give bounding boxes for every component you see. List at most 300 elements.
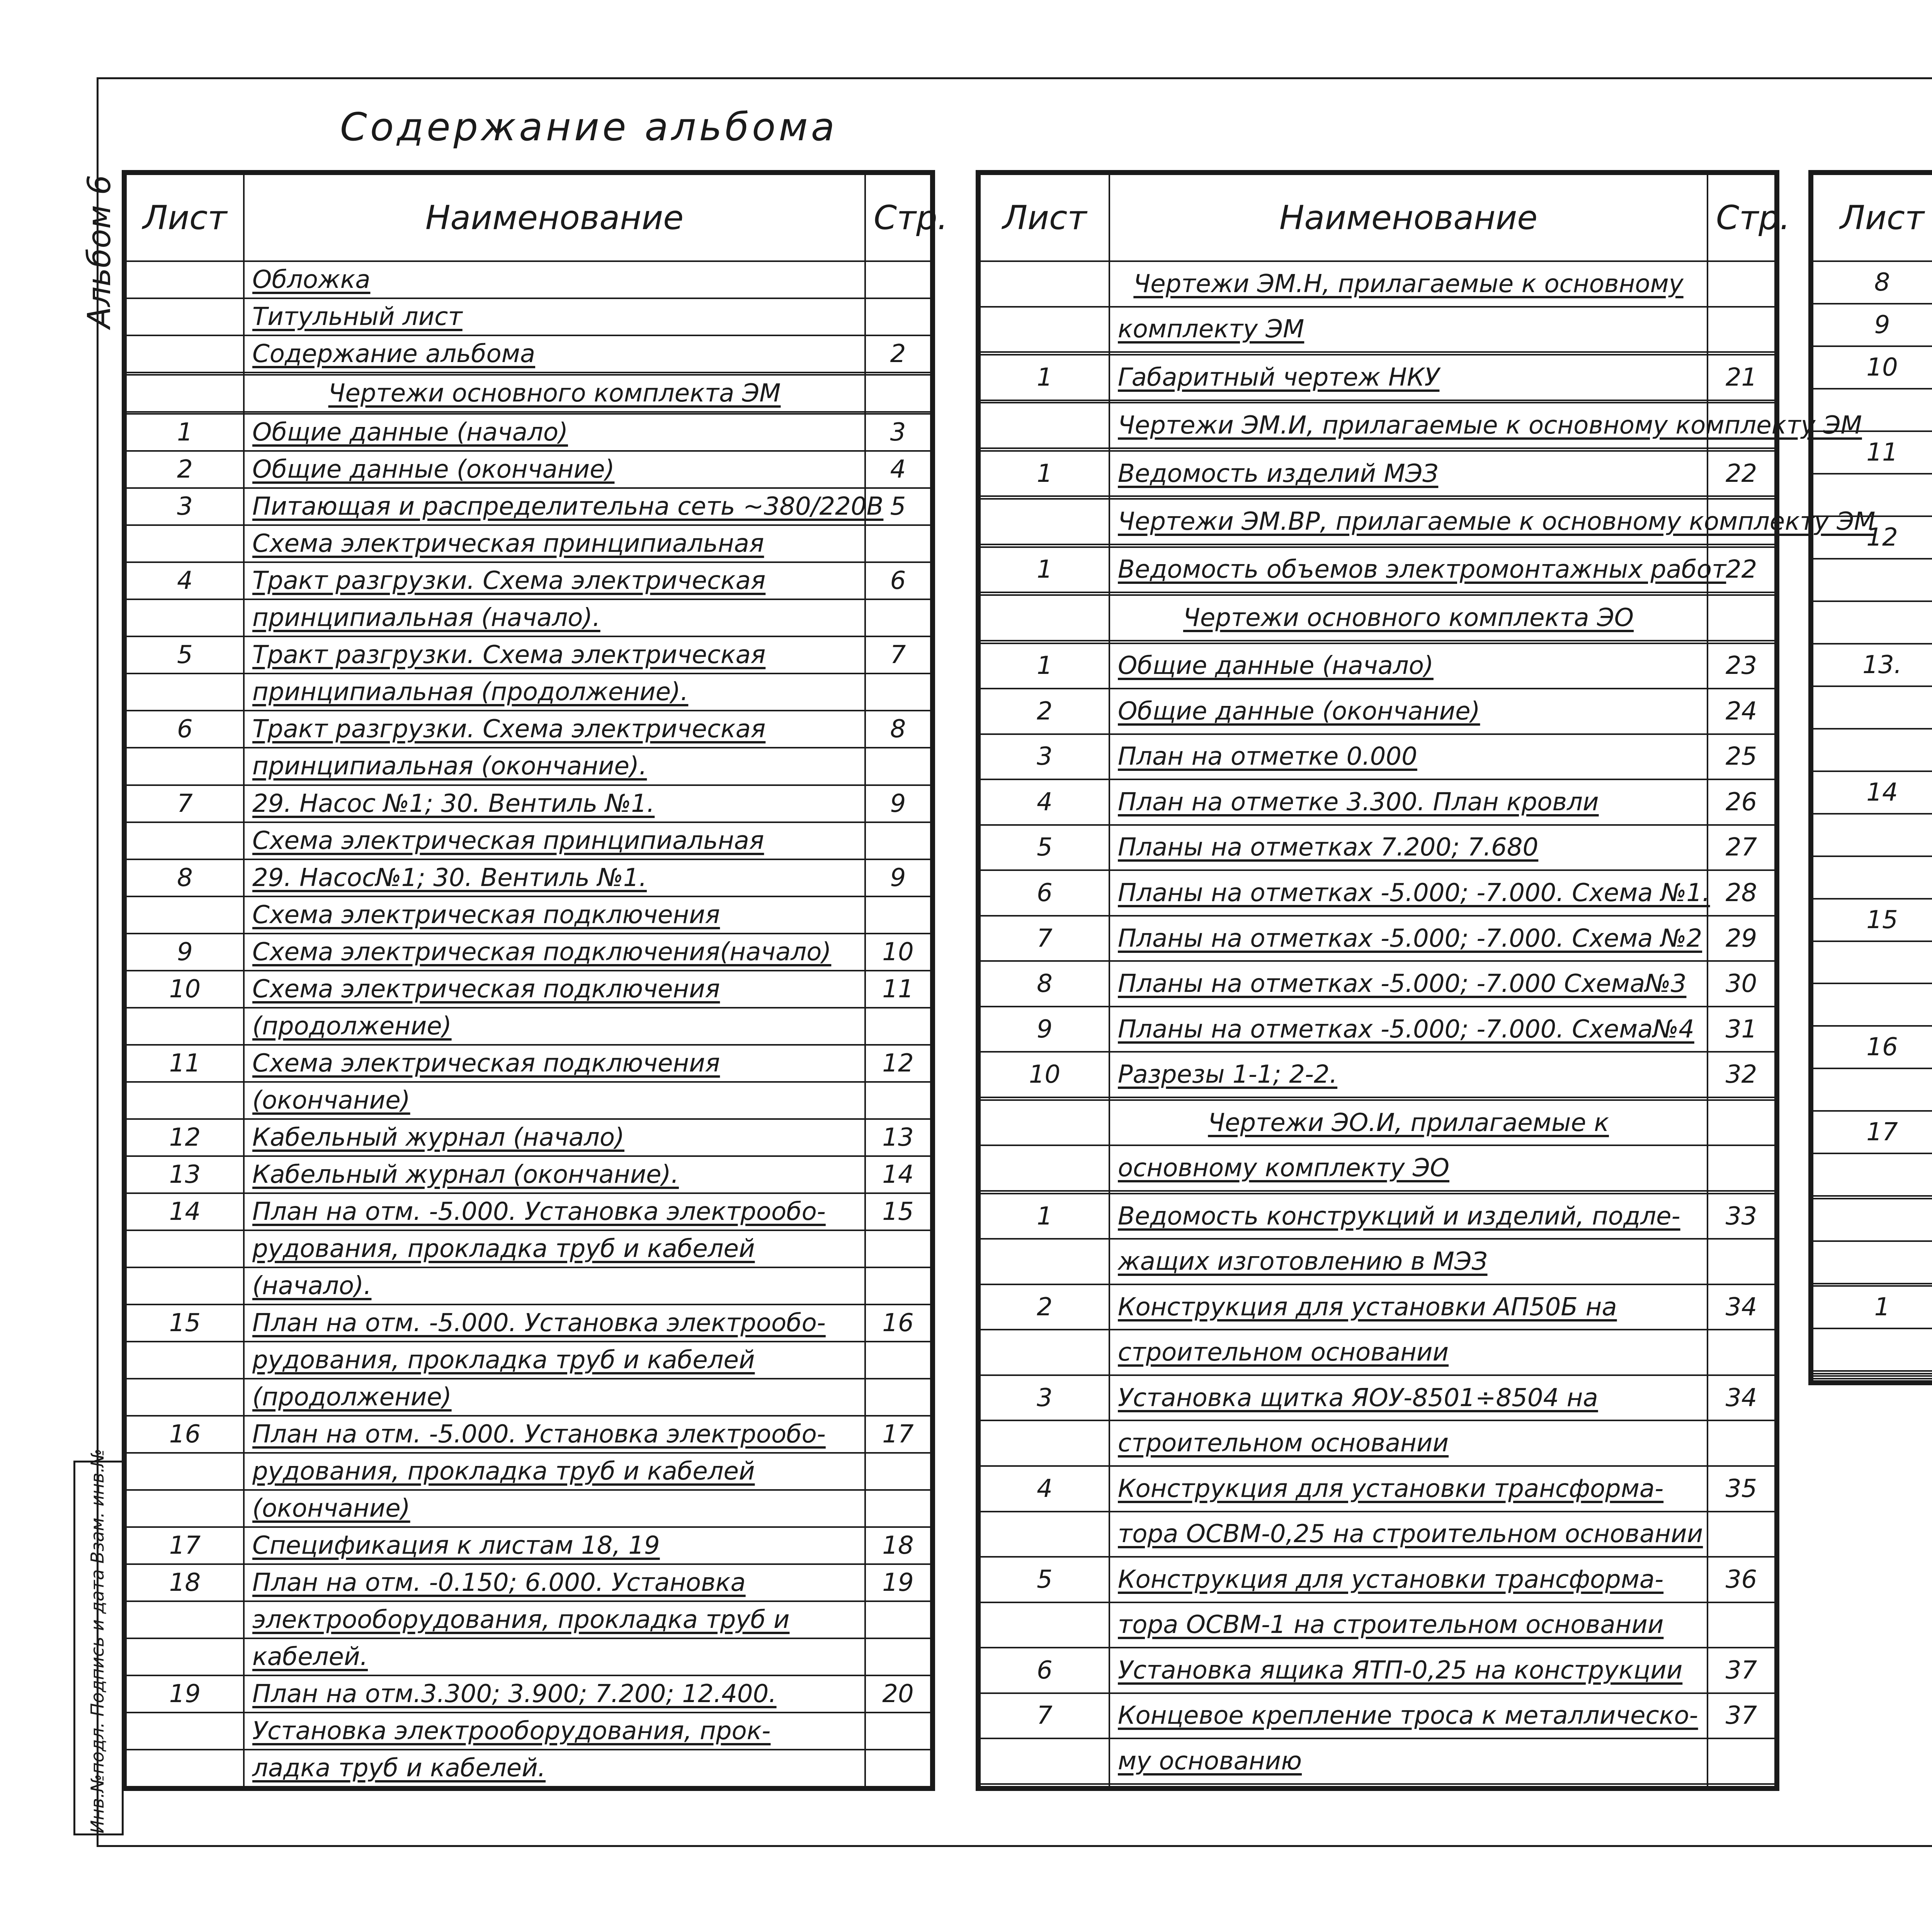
table-row xyxy=(980,1557,1775,1602)
item-name-cell: Планы на отметках -5.000; -7.000. Схема№4 xyxy=(1109,1007,1708,1052)
page-number-cell: 23 xyxy=(1708,643,1775,689)
item-name-cell: (продолжение) xyxy=(244,1379,865,1416)
item-name-cell: Разрезы 1-1; 2-2. xyxy=(1109,1052,1708,1097)
table-row xyxy=(980,1330,1775,1375)
sheet-number-cell xyxy=(980,641,1109,643)
table-row xyxy=(126,1267,931,1304)
table-row xyxy=(1813,304,1932,346)
item-name-cell: Общие данные (окончание) xyxy=(244,451,865,488)
page-number-cell: 16 xyxy=(865,1304,931,1342)
table-row xyxy=(126,1638,931,1675)
item-name-cell: принципиальная (окончание). xyxy=(244,748,865,785)
sheet-number-cell xyxy=(980,1239,1109,1284)
page-number-cell xyxy=(865,748,931,785)
sheet-number-cell xyxy=(1813,1199,1932,1241)
table-row xyxy=(126,599,931,636)
item-name-cell: Ведомость объемов электромонтажных работ xyxy=(1109,547,1708,593)
header-page: Стр. xyxy=(865,174,931,261)
item-name-cell: кабелей. xyxy=(244,1638,865,1675)
table-row xyxy=(1813,601,1932,644)
page-number-cell: 11 xyxy=(865,971,931,1008)
table-row xyxy=(1813,983,1932,1026)
page-number-cell xyxy=(1708,261,1775,307)
sheet-number-cell: 17 xyxy=(1813,1111,1932,1153)
item-name-cell: Планы на отметках -5.000; -7.000 Схема№3 xyxy=(1109,961,1708,1007)
table-row xyxy=(1813,941,1932,984)
table-row xyxy=(1813,346,1932,389)
table-row xyxy=(126,896,931,934)
sheet-number-cell: 11 xyxy=(1813,431,1932,474)
table-row xyxy=(126,673,931,711)
table-row xyxy=(126,859,931,896)
page-number-cell xyxy=(1708,1602,1775,1648)
contents-table-2 xyxy=(976,170,1876,1791)
sheet-number-cell xyxy=(980,403,1109,448)
page-number-cell xyxy=(1708,1420,1775,1466)
table-row xyxy=(980,307,1775,352)
page-number-cell xyxy=(1708,1512,1775,1557)
item-name-cell: Спецификация к листам 18, 19 xyxy=(244,1527,865,1564)
page-number-cell: 19 xyxy=(865,1564,931,1601)
item-name-cell: Схема электрическая принципиальная xyxy=(244,525,865,562)
page-number-cell xyxy=(865,261,931,298)
table-row xyxy=(126,525,931,562)
item-name-cell: строительном основании xyxy=(1109,1330,1708,1375)
page-number-cell xyxy=(1708,1738,1775,1784)
table-row xyxy=(126,1490,931,1527)
header-page: Стр. xyxy=(1708,174,1775,261)
sheet-number-cell xyxy=(980,1097,1109,1100)
item-name-cell: Чертежи ЭМ.Н, прилагаемые к основному xyxy=(1109,261,1708,307)
item-name-cell: (продолжение) xyxy=(244,1008,865,1045)
table-row xyxy=(126,1527,931,1564)
page-number-cell: 34 xyxy=(1708,1375,1775,1421)
page-number-cell xyxy=(865,1379,931,1416)
sheet-number-cell xyxy=(980,1602,1109,1648)
sheet-number-cell xyxy=(1813,1068,1932,1111)
sheet-number-cell: 1 xyxy=(980,355,1109,400)
table-row xyxy=(1813,899,1932,941)
table-row xyxy=(126,1342,931,1379)
page-number-cell: 26 xyxy=(1708,779,1775,825)
table-row xyxy=(980,592,1775,595)
table-row xyxy=(1813,559,1932,601)
sheet-number-cell: 15 xyxy=(1813,899,1932,941)
sheet-number-cell: 2 xyxy=(980,689,1109,734)
sheet-number-cell xyxy=(980,1512,1109,1557)
page-number-cell xyxy=(1708,352,1775,355)
table-row xyxy=(126,1379,931,1416)
item-name-cell: Чертежи основного комплекта ЭО xyxy=(1109,595,1708,641)
page-number-cell: 14 xyxy=(865,1156,931,1193)
item-name-cell: Конструкция для установки трансформа- xyxy=(1109,1557,1708,1602)
sheet-number-cell xyxy=(1813,941,1932,984)
page-number-cell xyxy=(1708,595,1775,641)
sheet-number-cell xyxy=(1813,856,1932,899)
sheet-number-cell: 3 xyxy=(980,1375,1109,1421)
table-row xyxy=(980,448,1775,451)
sheet-number-cell: 7 xyxy=(980,1693,1109,1739)
table-row xyxy=(126,711,931,748)
item-name-cell xyxy=(1109,544,1708,547)
sheet-number-cell xyxy=(126,822,244,859)
item-name-cell: Чертежи ЭМ.И, прилагаемые к основному комплекту ЭМ xyxy=(1109,403,1708,448)
page-number-cell xyxy=(865,1638,931,1675)
table-row xyxy=(980,734,1775,780)
table-row xyxy=(980,1145,1775,1191)
page-number-cell: 37 xyxy=(1708,1648,1775,1693)
sheet-number-cell: 1 xyxy=(980,1194,1109,1239)
sheet-number-cell: 1 xyxy=(980,451,1109,497)
table-row xyxy=(980,689,1775,734)
page-number-cell xyxy=(1708,1239,1775,1284)
sheet-number-cell xyxy=(980,1330,1109,1375)
table-row xyxy=(980,403,1775,448)
sheet-number-cell xyxy=(126,748,244,785)
sheet-number-cell: 2 xyxy=(126,451,244,488)
table-row xyxy=(126,822,931,859)
page-number-cell: 3 xyxy=(865,414,931,451)
table-row xyxy=(980,1648,1775,1693)
sheet-number-cell xyxy=(980,1191,1109,1194)
table-row xyxy=(126,1156,931,1193)
table-row xyxy=(126,335,931,372)
item-name-cell: комплекту ЭМ xyxy=(1109,307,1708,352)
sheet-number-cell xyxy=(980,544,1109,547)
table-row xyxy=(980,961,1775,1007)
stamp-side-label: Инв.№подл. Подпись и дата Взам. инв.№ xyxy=(87,1448,108,1833)
item-name-cell: тора ОСВМ-0,25 на строительном основании xyxy=(1109,1512,1708,1557)
page-number-cell: 22 xyxy=(1708,547,1775,593)
table-row xyxy=(1813,474,1932,516)
sheet-number-cell xyxy=(126,599,244,636)
sheet-number-cell xyxy=(980,261,1109,307)
page-number-cell xyxy=(1708,1330,1775,1375)
sheet-number-cell: 13 xyxy=(126,1156,244,1193)
table-row xyxy=(1813,644,1932,686)
table-row xyxy=(980,355,1775,400)
item-name-cell xyxy=(1109,352,1708,355)
table-row xyxy=(1813,1199,1932,1241)
page-number-cell: 35 xyxy=(1708,1466,1775,1512)
sheet-number-cell xyxy=(126,1379,244,1416)
sheet-number-cell xyxy=(1813,983,1932,1026)
sheet-number-cell xyxy=(126,261,244,298)
item-name-cell: Конструкция для установки АП50Б на xyxy=(1109,1284,1708,1330)
page-number-cell xyxy=(1708,592,1775,595)
page-number-cell: 29 xyxy=(1708,916,1775,961)
table-row xyxy=(126,1416,931,1453)
sheet-number-cell: 6 xyxy=(980,1648,1109,1693)
table-row xyxy=(126,1008,931,1045)
sheet-number-cell: 8 xyxy=(1813,261,1932,304)
sheet-number-cell: 3 xyxy=(980,734,1109,780)
page-number-cell: 32 xyxy=(1708,1052,1775,1097)
item-name-cell xyxy=(1109,1097,1708,1100)
table-row xyxy=(126,971,931,1008)
item-name-cell: рудования, прокладка труб и кабелей xyxy=(244,1230,865,1267)
sheet-number-cell xyxy=(126,375,244,412)
table-row xyxy=(126,1601,931,1638)
table-row xyxy=(980,1738,1775,1784)
sheet-number-cell xyxy=(980,499,1109,544)
item-name-cell: Общие данные (начало) xyxy=(1109,643,1708,689)
table-row xyxy=(126,785,931,822)
item-name-cell: принципиальная (начало). xyxy=(244,599,865,636)
table-row xyxy=(1813,1111,1932,1153)
item-name-cell: (начало). xyxy=(244,1267,865,1304)
item-name-cell: рудования, прокладка труб и кабелей xyxy=(244,1342,865,1379)
sheet-number-cell xyxy=(126,1230,244,1267)
sheet-number-cell: 17 xyxy=(126,1527,244,1564)
table-row xyxy=(980,547,1775,593)
item-name-cell: Планы на отметках -5.000; -7.000. Схема №2 xyxy=(1109,916,1708,961)
page-number-cell xyxy=(865,298,931,335)
item-name-cell: План на отметке 0.000 xyxy=(1109,734,1708,780)
item-name-cell xyxy=(1109,400,1708,403)
sheet-number-cell: 1 xyxy=(126,414,244,451)
sheet-number-cell: 1 xyxy=(980,643,1109,689)
page-number-cell: 36 xyxy=(1708,1557,1775,1602)
page-number-cell: 15 xyxy=(865,1193,931,1230)
sheet-number-cell xyxy=(1813,814,1932,856)
page-number-cell: 28 xyxy=(1708,870,1775,916)
sheet-number-cell xyxy=(126,1082,244,1119)
page-title: Содержание альбома xyxy=(340,104,838,150)
page-number-cell: 2 xyxy=(865,335,931,372)
table-row xyxy=(980,1239,1775,1284)
item-name-cell: Тракт разгрузки. Схема электрическая xyxy=(244,562,865,599)
item-name-cell: 29. Насос№1; 30. Вентиль №1. xyxy=(244,859,865,896)
sheet-number-cell: 13. xyxy=(1813,644,1932,686)
item-name-cell: Схема электрическая подключения xyxy=(244,896,865,934)
item-name-cell: Чертежи ЭО.И, прилагаемые к xyxy=(1109,1100,1708,1146)
page-number-cell: 20 xyxy=(865,1675,931,1713)
table-row xyxy=(980,400,1775,403)
item-name-cell: Ведомость изделий МЭЗ xyxy=(1109,451,1708,497)
table-row xyxy=(980,1420,1775,1466)
item-name-cell: принципиальная (продолжение). xyxy=(244,673,865,711)
table-row xyxy=(980,1052,1775,1097)
sheet-number-cell xyxy=(980,1145,1109,1191)
item-name-cell: му основанию xyxy=(1109,1738,1708,1784)
page-number-cell: 6 xyxy=(865,562,931,599)
table-row xyxy=(1813,856,1932,899)
sheet-number-cell xyxy=(980,448,1109,451)
table-row xyxy=(1813,729,1932,771)
item-name-cell: 29. Насос №1; 30. Вентиль №1. xyxy=(244,785,865,822)
item-name-cell: Общие данные (начало) xyxy=(244,414,865,451)
table-row xyxy=(980,1375,1775,1421)
table-row xyxy=(980,352,1775,355)
page-number-cell: 7 xyxy=(865,636,931,673)
sheet-number-cell: 12 xyxy=(1813,516,1932,559)
table-row xyxy=(126,451,931,488)
sheet-number-cell: 14 xyxy=(1813,771,1932,814)
page-number-cell: 22 xyxy=(1708,451,1775,497)
item-name-cell: Установка щитка ЯОУ-8501÷8504 на xyxy=(1109,1375,1708,1421)
item-name-cell: Питающая и распределительна сеть ~380/220В xyxy=(244,488,865,525)
page-number-cell xyxy=(1708,1784,1775,1787)
table-row xyxy=(126,1119,931,1156)
page-number-cell xyxy=(1708,641,1775,643)
sheet-number-cell: 7 xyxy=(126,785,244,822)
table-body xyxy=(126,261,931,1787)
page-number-cell: 5 xyxy=(865,488,931,525)
stamp-side-strip xyxy=(73,1448,124,1835)
table-row xyxy=(1813,1379,1932,1381)
page-number-cell xyxy=(865,1453,931,1490)
table-row xyxy=(1813,261,1932,304)
table-row xyxy=(980,451,1775,497)
sheet-number-cell xyxy=(126,1267,244,1304)
item-name-cell: Кабельный журнал (начало) xyxy=(244,1119,865,1156)
table-row xyxy=(126,375,931,412)
table-row xyxy=(980,1512,1775,1557)
item-name-cell: Схема электрическая принципиальная xyxy=(244,822,865,859)
table-row xyxy=(126,562,931,599)
table-row xyxy=(1813,1286,1932,1328)
page-number-cell xyxy=(1708,1191,1775,1194)
sheet-number-cell: 9 xyxy=(126,934,244,971)
item-name-cell: рудования, прокладка труб и кабелей xyxy=(244,1453,865,1490)
item-name-cell xyxy=(1109,641,1708,643)
sheet-number-cell: 4 xyxy=(980,1466,1109,1512)
page-number-cell: 18 xyxy=(865,1527,931,1564)
table-row xyxy=(1813,1026,1932,1068)
table-row xyxy=(980,643,1775,689)
page-number-cell: 17 xyxy=(865,1416,931,1453)
item-name-cell: Установка электрооборудования, прок- xyxy=(244,1713,865,1750)
table-row xyxy=(126,1750,931,1787)
header-name: Наименование xyxy=(1109,174,1708,261)
item-name-cell: строительном основании xyxy=(1109,1420,1708,1466)
sheet-number-cell: 11 xyxy=(126,1045,244,1082)
item-name-cell: (окончание) xyxy=(244,1490,865,1527)
table-row xyxy=(980,544,1775,547)
sheet-number-cell xyxy=(980,1738,1109,1784)
item-name-cell: План на отм.3.300; 3.900; 7.200; 12.400. xyxy=(244,1675,865,1713)
page-number-cell xyxy=(865,1750,931,1787)
table-row xyxy=(1813,389,1932,431)
page-number-cell xyxy=(1708,544,1775,547)
table-row xyxy=(1813,1328,1932,1371)
table-row xyxy=(126,1713,931,1750)
sheet-number-cell xyxy=(980,352,1109,355)
table-row xyxy=(980,1191,1775,1194)
table-row xyxy=(1813,814,1932,856)
table-row xyxy=(980,641,1775,643)
page-number-cell: 8 xyxy=(865,711,931,748)
sheet-number-cell: 8 xyxy=(980,961,1109,1007)
table-row xyxy=(980,1693,1775,1739)
contents-table-3 xyxy=(1808,170,1932,1385)
table-row xyxy=(126,1453,931,1490)
page-number-cell: 13 xyxy=(865,1119,931,1156)
page-number-cell xyxy=(1708,448,1775,451)
item-name-cell: Планы на отметках -5.000; -7.000. Схема №1. xyxy=(1109,870,1708,916)
table-row xyxy=(1813,771,1932,814)
contents-table-1 xyxy=(122,170,948,1791)
sheet-number-cell xyxy=(1813,559,1932,601)
page-number-cell xyxy=(865,1713,931,1750)
sheet-number-cell xyxy=(126,1490,244,1527)
sheet-number-cell: 14 xyxy=(126,1193,244,1230)
item-name-cell xyxy=(1109,448,1708,451)
table-row xyxy=(126,298,931,335)
page-number-cell xyxy=(865,1342,931,1379)
table-row xyxy=(980,1602,1775,1648)
page-number-cell: 30 xyxy=(1708,961,1775,1007)
sheet-number-cell xyxy=(1813,601,1932,644)
table-row xyxy=(980,916,1775,961)
table-row xyxy=(126,1045,931,1082)
sheet-number-cell xyxy=(126,335,244,372)
item-name-cell: Содержание альбома xyxy=(244,335,865,372)
item-name-cell: Титульный лист xyxy=(244,298,865,335)
page-number-cell: 12 xyxy=(865,1045,931,1082)
sheet-number-cell: 12 xyxy=(126,1119,244,1156)
page-number-cell xyxy=(1708,1097,1775,1100)
table-row xyxy=(980,870,1775,916)
table-row xyxy=(126,261,931,298)
item-name-cell: ладка труб и кабелей. xyxy=(244,1750,865,1787)
item-name-cell: Общие данные (окончание) xyxy=(1109,689,1708,734)
sheet-number-cell: 6 xyxy=(126,711,244,748)
item-name-cell: Тракт разгрузки. Схема электрическая xyxy=(244,711,865,748)
page-number-cell: 9 xyxy=(865,785,931,822)
item-name-cell: План на отм. -0.150; 6.000. Установка xyxy=(244,1564,865,1601)
sheet-number-cell xyxy=(126,298,244,335)
table-row xyxy=(126,1230,931,1267)
sheet-number-cell: 16 xyxy=(126,1416,244,1453)
table-row xyxy=(1813,516,1932,559)
sheet-number-cell xyxy=(1813,389,1932,431)
table-body xyxy=(980,261,1876,1787)
table-row xyxy=(126,488,931,525)
item-name-cell: План на отм. -5.000. Установка электрообо- xyxy=(244,1304,865,1342)
sheet-number-cell xyxy=(980,400,1109,403)
sheet-number-cell xyxy=(126,1008,244,1045)
item-name-cell: электрооборудования, прокладка труб и xyxy=(244,1601,865,1638)
page-number-cell xyxy=(1708,1100,1775,1146)
item-name-cell: Конструкция для установки трансформа- xyxy=(1109,1466,1708,1512)
sheet-number-cell: 15 xyxy=(126,1304,244,1342)
item-name-cell: План на отм. -5.000. Установка электрообо- xyxy=(244,1416,865,1453)
sheet-number-cell xyxy=(980,1100,1109,1146)
table-body xyxy=(1813,261,1932,1381)
sheet-number-cell xyxy=(1813,1379,1932,1381)
table-row xyxy=(980,1100,1775,1146)
sheet-number-cell: 4 xyxy=(126,562,244,599)
page-number-cell xyxy=(1708,307,1775,352)
sheet-number-cell: 19 xyxy=(126,1675,244,1713)
sheet-number-cell: 5 xyxy=(126,636,244,673)
item-name-cell xyxy=(1109,1784,1708,1787)
item-name-cell: Концевое крепление троса к металлическо- xyxy=(1109,1693,1708,1739)
sheet-number-cell xyxy=(126,1713,244,1750)
item-name-cell: Чертежи основного комплекта ЭМ xyxy=(244,375,865,412)
item-name-cell: Габаритный чертеж НКУ xyxy=(1109,355,1708,400)
page-number-cell xyxy=(1708,496,1775,499)
item-name-cell: (окончание) xyxy=(244,1082,865,1119)
table-row xyxy=(126,414,931,451)
item-name-cell: Планы на отметках 7.200; 7.680 xyxy=(1109,825,1708,871)
item-name-cell xyxy=(1109,592,1708,595)
sheet-number-cell xyxy=(1813,474,1932,516)
item-name-cell: Тракт разгрузки. Схема электрическая xyxy=(244,636,865,673)
item-name-cell: План на отм. -5.000. Установка электрообо- xyxy=(244,1193,865,1230)
